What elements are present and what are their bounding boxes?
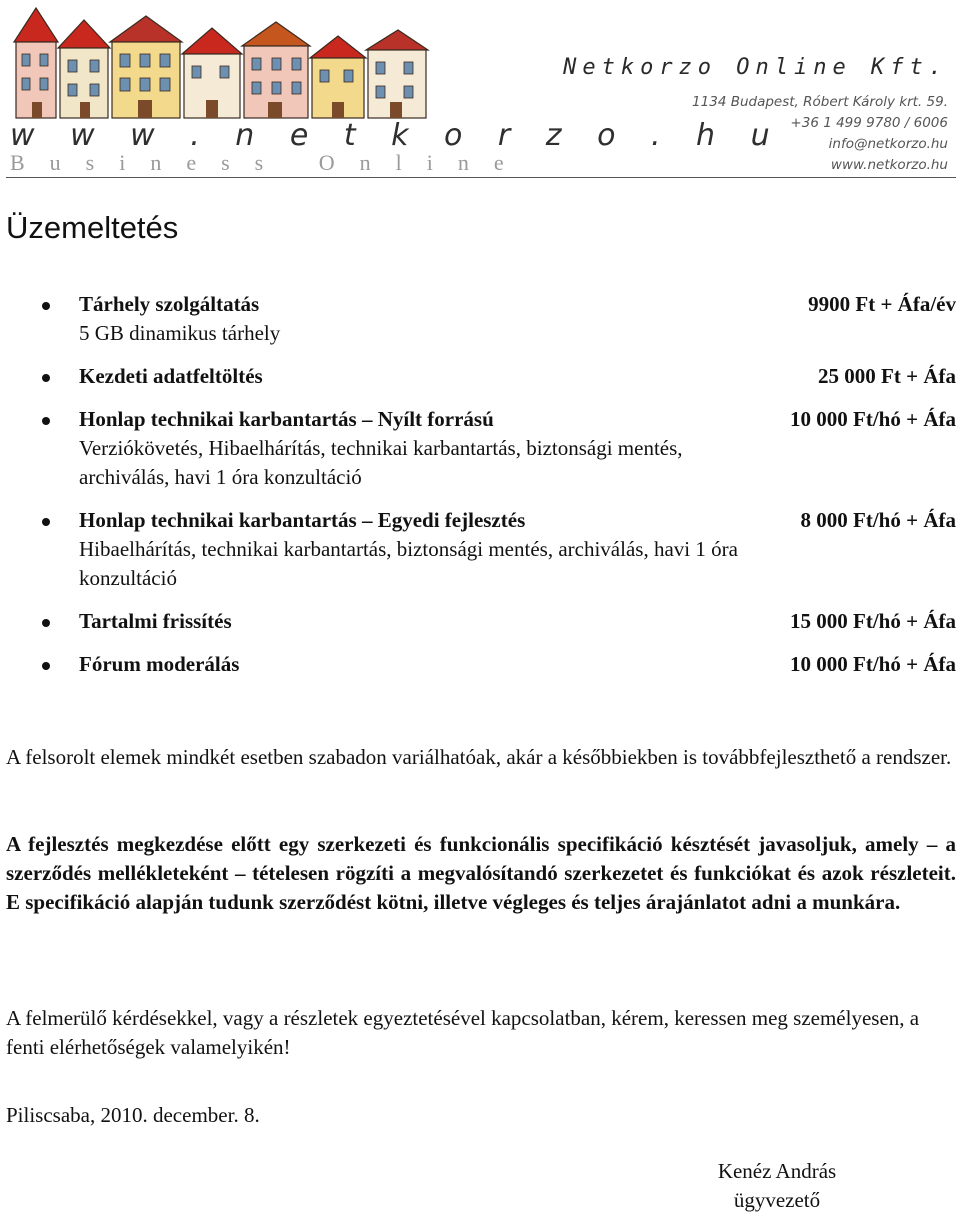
signature-block — [700, 1157, 854, 1215]
list-item — [6, 290, 956, 348]
town-houses-illustration — [6, 2, 430, 120]
service-title: Kezdeti adatfeltöltés — [79, 364, 263, 388]
service-price: 15 000 Ft/hó + Áfa — [790, 609, 956, 633]
header-divider — [6, 177, 956, 178]
service-title: Tárhely szolgáltatás — [79, 292, 260, 316]
paragraph-variation: A felsorolt elemek mindkét esetben szabadon variálhatóak, akár a későbbiekben is továbbfejleszthető a rendszer. — [6, 745, 952, 769]
service-price: 10 000 Ft/hó + Áfa — [790, 652, 956, 676]
bullet-icon — [42, 302, 50, 310]
list-item — [6, 506, 956, 593]
service-price: 8 000 Ft/hó + Áfa — [800, 508, 956, 532]
letterhead — [0, 0, 960, 180]
service-description: Verziókövetés, Hibaelhárítás, technikai karbantartás, biztonsági mentés, archiválás, havi 1 óra konzultáció — [79, 436, 683, 489]
tagline: Business Online — [10, 150, 529, 175]
service-title: Honlap technikai karbantartás – Egyedi fejlesztés — [79, 508, 526, 532]
list-item — [6, 362, 956, 391]
paragraph-specification: A fejlesztés megkezdése előtt egy szerkezeti és funkcionális specifikáció késztését javasoljuk, amely – a szerződés mellékleteként – tételesen rögzíti a megvalósítandó szerkezetet és funkciókat és azok részleteit. E specifikáció alapján tudunk szerződést kötni, illetve végleges és teljes árajánlatot adni a munkára. — [6, 832, 956, 914]
service-title: Fórum moderálás — [79, 652, 240, 676]
bullet-icon — [42, 518, 50, 526]
website-link[interactable]: www.netkorzo.hu — [830, 157, 948, 173]
service-description: Hibaelhárítás, technikai karbantartás, biztonsági mentés, archiválás, havi 1 óra konzultáció — [79, 537, 738, 590]
bullet-icon — [42, 374, 50, 382]
service-title: Tartalmi frissítés — [79, 609, 232, 633]
bullet-icon — [42, 417, 50, 425]
service-price: 10 000 Ft/hó + Áfa — [790, 407, 956, 431]
list-item — [6, 607, 956, 636]
page-title: Üzemeltetés — [6, 210, 179, 245]
signature-role: ügyvezető — [733, 1188, 821, 1212]
service-description: 5 GB dinamikus tárhely — [79, 321, 281, 345]
company-name: Netkorzo Online Kft. — [563, 55, 948, 80]
bullet-icon — [42, 662, 50, 670]
email-link[interactable]: info@netkorzo.hu — [828, 136, 948, 152]
phone: +36 1 499 9780 / 6006 — [790, 115, 948, 131]
services-list — [6, 290, 956, 679]
address: 1134 Budapest, Róbert Károly krt. 59. — [692, 94, 948, 110]
service-title: Honlap technikai karbantartás – Nyílt forrású — [79, 407, 494, 431]
signature-name: Kenéz András — [717, 1159, 837, 1183]
paragraph-contact: A felmerülő kérdésekkel, vagy a részletek egyeztetésével kapcsolatban, kérem, keressen meg személyesen, a fenti elérhetőségek valamelyikén! — [6, 1006, 920, 1059]
contact-block — [692, 92, 948, 176]
list-item — [6, 650, 956, 679]
service-price: 9900 Ft + Áfa/év — [808, 292, 956, 316]
bullet-icon — [42, 619, 50, 627]
list-item — [6, 405, 956, 492]
date-line: Piliscsaba, 2010. december. 8. — [6, 1103, 260, 1127]
site-url-logo: w w w . n e t k o r z o . h u — [10, 118, 783, 153]
service-price: 25 000 Ft + Áfa — [818, 364, 956, 388]
